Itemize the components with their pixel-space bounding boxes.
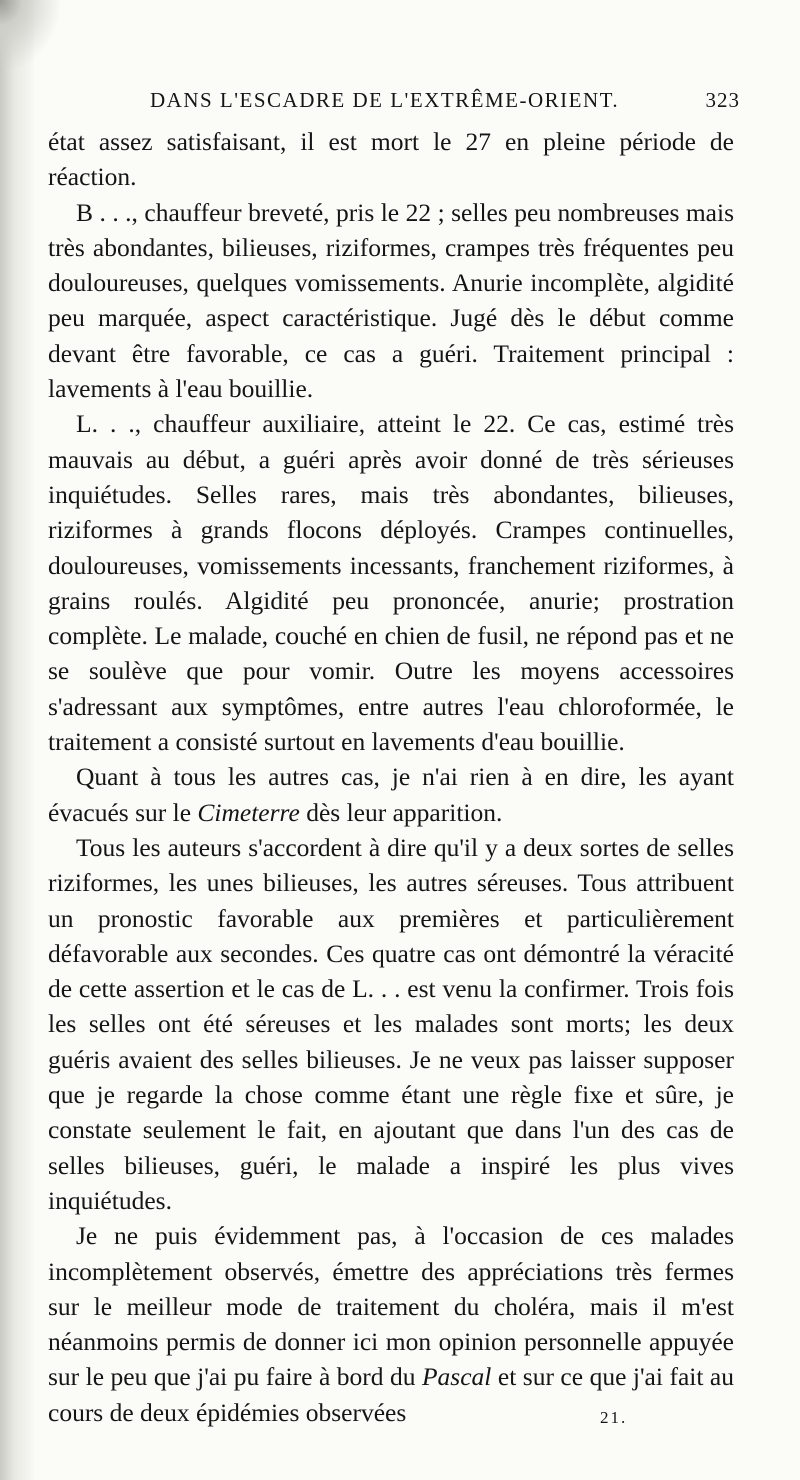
page-spine-shadow [0,0,34,1480]
paragraph-5: Tous les auteurs s'accordent à dire qu'il y a deux sortes de selles riziformes, les unes bilieuses, les autres séreuses. Tous attribuent un pronostic favorable aux premières et particulièrement défavorable aux secondes. Ces quatre cas ont démontré la véracité de cette assertion et le cas de L. . . est venu la confirmer. Trois fois les selles ont été séreuses et les malades sont morts; les deux guéris avaient des selles bilieuses. Je ne veux pas laisser supposer que je regarde la chose comme étant une règle fixe et sûre, je constate seulement le fait, en ajoutant que dans l'un des cas de selles bilieuses, guéri, le malade a inspiré les plus vives inquiétudes. [48,832,734,1215]
page-header [130,82,740,122]
paragraph-2: B . . ., chauffeur breveté, pris le 22 ; selles peu nombreuses mais très abondantes, bilieuses, riziformes, crampes très fréquentes peu douloureuses, quelques vomissements. Anurie incomplète, algidité peu marquée, aspect caractéristique. Jugé dès le début comme devant être favorable, ce cas a guéri. Traitement principal : lavements à l'eau bouillie. [48,197,734,404]
running-title: DANS L'ESCADRE DE L'EXTRÊME-ORIENT. [150,88,620,112]
sheet-signature: 21. [600,1408,628,1427]
ship-name-cimeterre: Cimeterre [197,797,300,827]
paragraph-6-text: Je ne puis évidemment pas, à l'occasion de ces malades incomplètement observés, émettre des appréciations très fermes sur le meilleur mode de traitement du choléra, mais il m'est néanmoins permis de donner ici mon opinion personnelle appuyée sur le peu que j'ai pu faire à bord du [48,1221,734,1392]
ship-name-pascal: Pascal [421,1362,492,1392]
paragraph-1: état assez satisfaisant, il est mort le 27 en pleine période de réaction. [48,127,734,192]
paragraph-6-end: et sur ce que j'ai fait au cours de deux épidémies observées [48,1362,734,1427]
page-corner-stain [0,0,60,70]
paragraph-6 [48,1218,734,1430]
paragraph-4 [48,759,734,830]
page-number: 323 [705,88,740,112]
paragraph-4-text: Quant à tous les autres cas, je n'ai rien à en dire, les ayant évacués sur le [48,762,734,827]
paragraph-4-end: dès leur apparition. [299,797,503,827]
paragraph-3: L. . ., chauffeur auxiliaire, atteint le 22. Ce cas, estimé très mauvais au début, a guéri après avoir donné de très sérieuses inquiétudes. Selles rares, mais très abondantes, bilieuses, riziformes à grands flocons déployés. Crampes continuelles, douloureuses, vomissements incessants, franchement riziformes, à grains roulés. Algidité peu prononcée, anurie; prostration complète. Le malade, couché en chien de fusil, ne répond pas et ne se soulève que pour vomir. Outre les moyens accessoires s'adressant aux symptômes, entre autres l'eau chloroformée, le traitement a consisté surtout en lavements d'eau bouillie. [48,409,734,757]
body-text [48,124,734,1430]
